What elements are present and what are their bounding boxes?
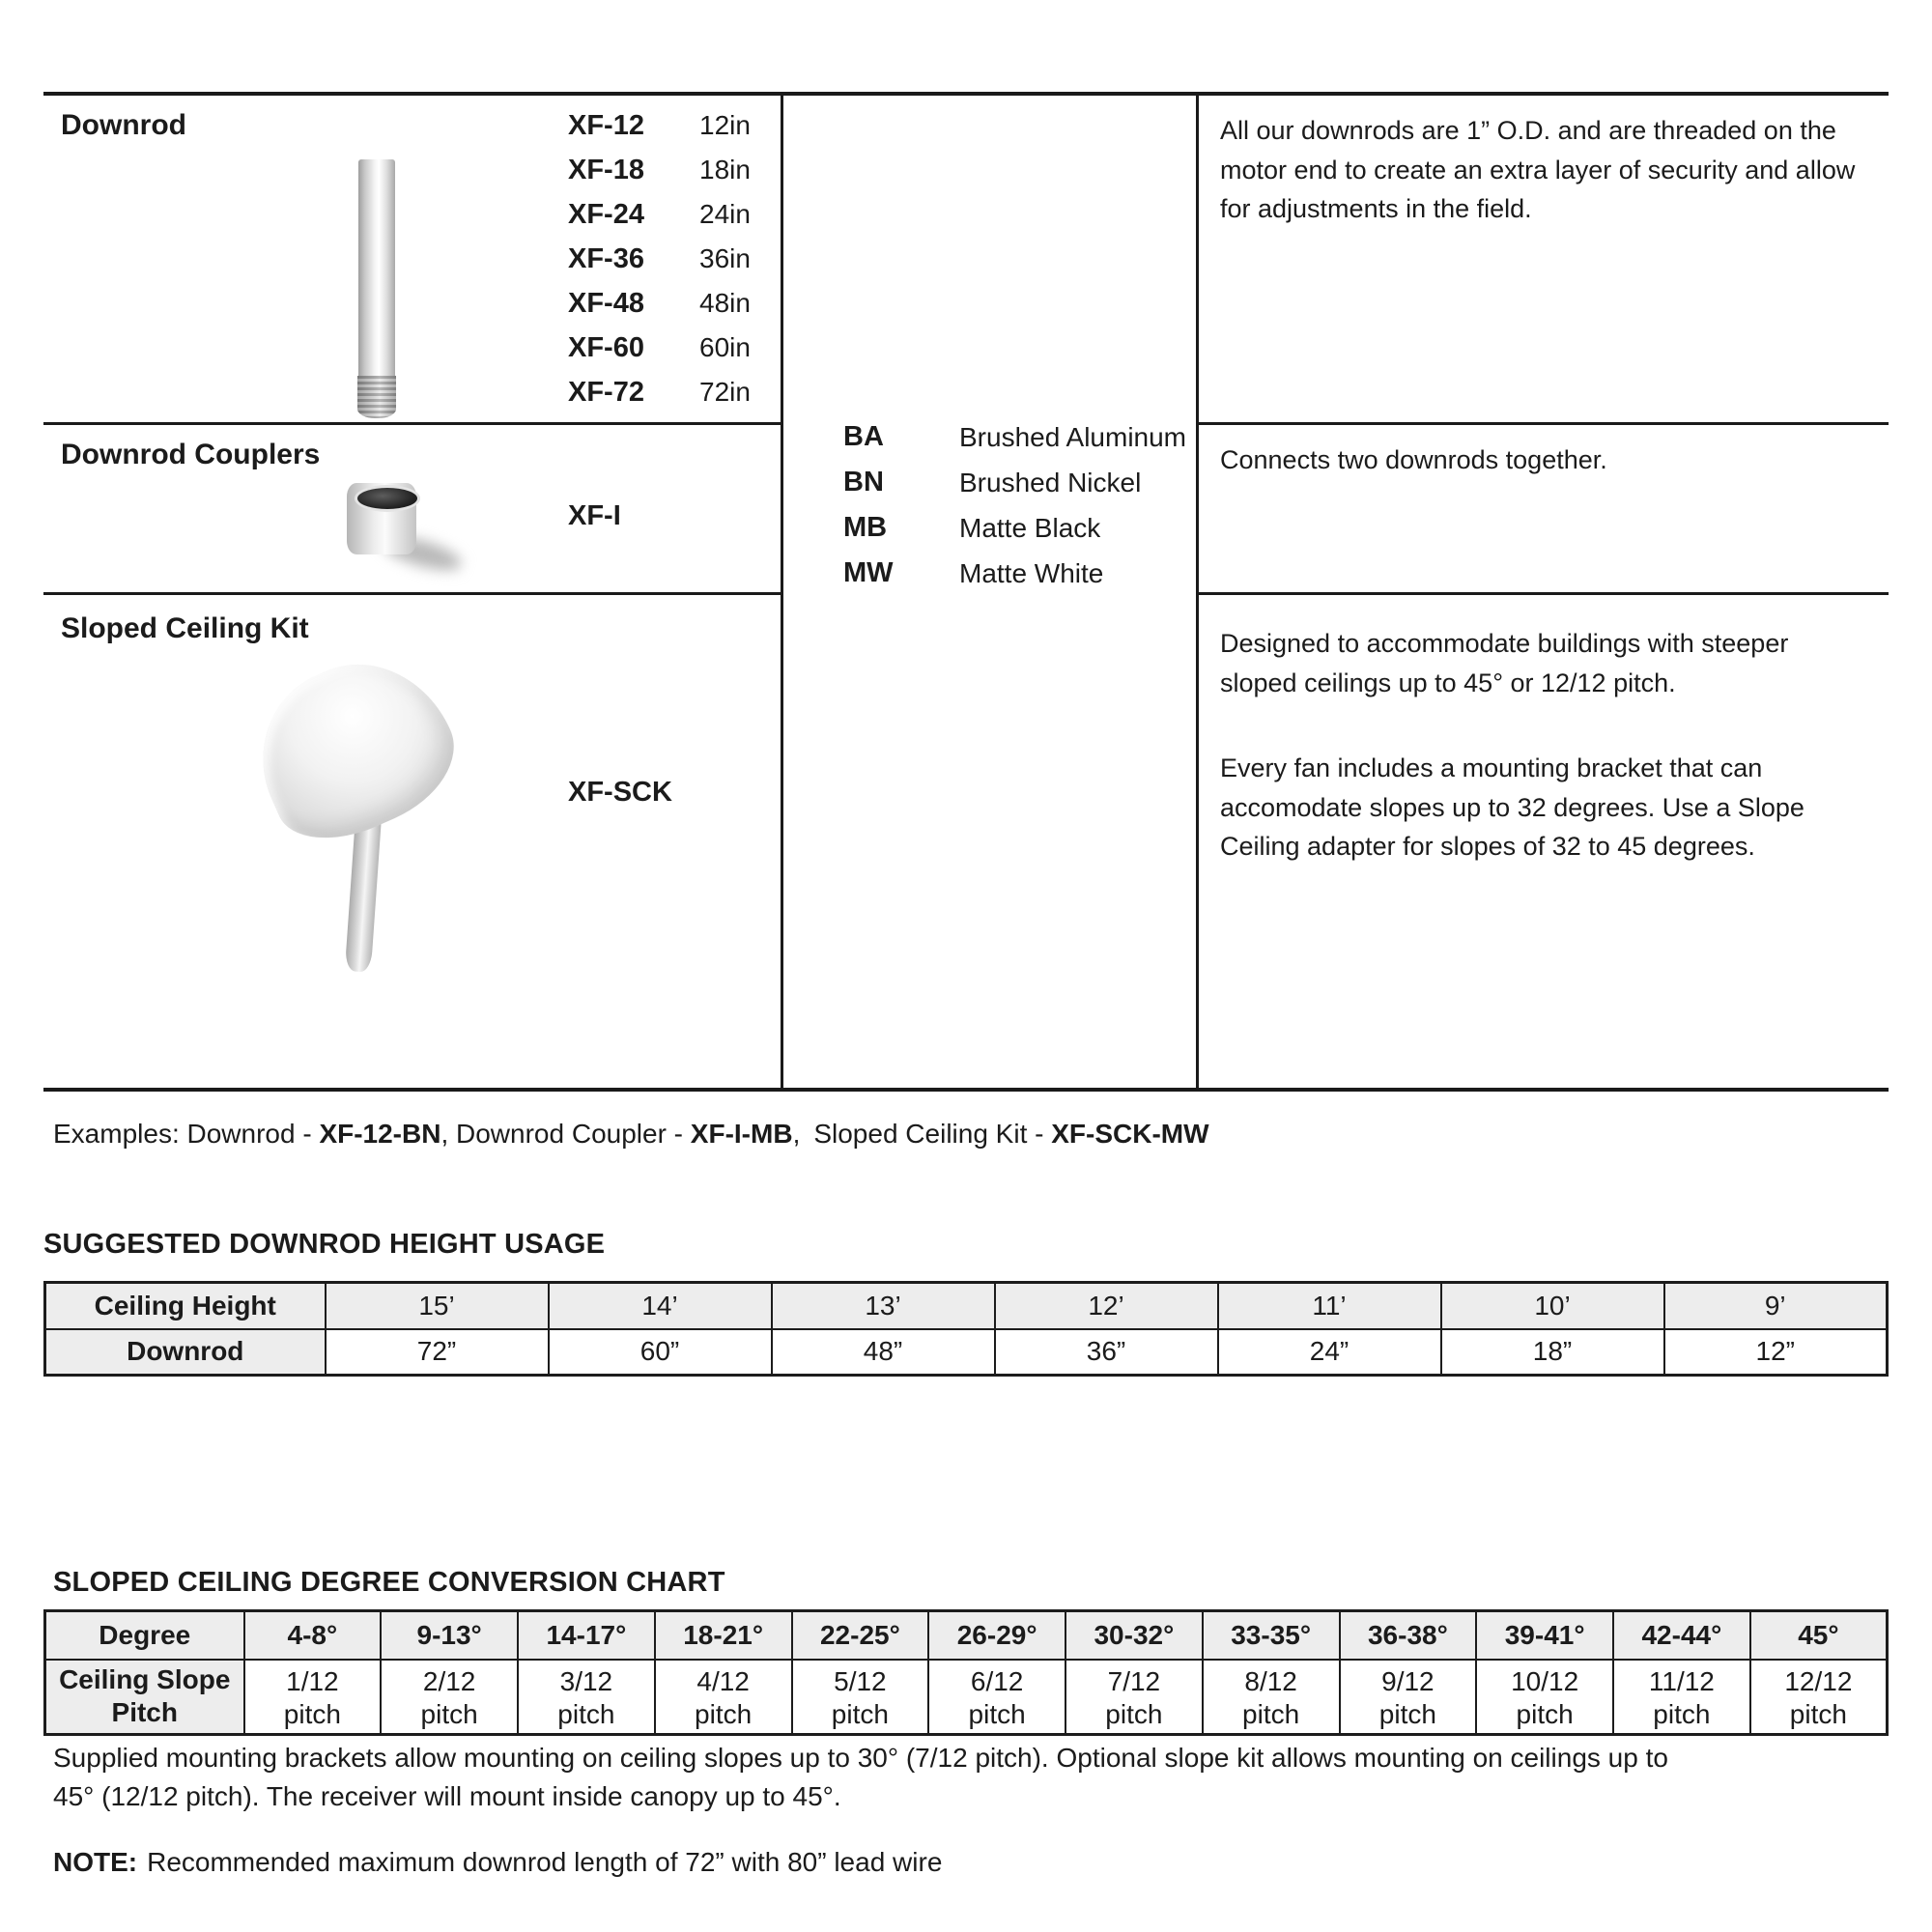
finish-row [843, 414, 1196, 460]
row-label: Downrod [45, 1329, 326, 1376]
finish-row [843, 460, 1196, 505]
examples-separator: , Sloped Ceiling Kit - [792, 1119, 1052, 1149]
downrod-length-cell: 18” [1441, 1329, 1664, 1376]
degree-cell: 9-13° [381, 1611, 518, 1660]
sloped-kit-model-code: XF-SCK [568, 777, 672, 808]
slope-mounting-note: Supplied mounting brackets allow mounting on ceiling slopes up to 30° (7/12 pitch). Optional slope kit allows mounting on ceilings up to 45° (12/12 pitch). The receiver will mount inside canopy up to 45°. [53, 1743, 1668, 1811]
model-code: XF-18 [568, 154, 644, 185]
note-text: Recommended maximum downrod length of 72” with 80” lead wire [147, 1847, 943, 1877]
pitch-unit: pitch [1516, 1699, 1574, 1730]
degree-cell: 26-29° [928, 1611, 1065, 1660]
example-kit-code: XF-SCK-MW [1051, 1119, 1209, 1149]
product-spec-table [43, 92, 1889, 1092]
sloped-kit-section [43, 595, 781, 1089]
sloped-kit-description-para1: Designed to accommodate buildings with steeper sloped ceilings up to 45° or 12/12 pitch. [1220, 629, 1789, 697]
degree-cell: 33-35° [1203, 1611, 1340, 1660]
degree-cell: 18-21° [655, 1611, 792, 1660]
coupler-title: Downrod Couplers [61, 439, 321, 470]
downrod-description-cell [1199, 96, 1889, 425]
coupler-section [43, 425, 781, 595]
pitch-row [45, 1660, 1888, 1735]
pitch-unit: pitch [1653, 1699, 1711, 1730]
model-row [568, 370, 751, 414]
downrod-section [43, 96, 781, 425]
coupler-description-cell [1199, 425, 1889, 595]
sloped-kit-description-cell [1199, 595, 1889, 1089]
height-usage-table [43, 1281, 1889, 1377]
max-downrod-note [53, 1847, 942, 1878]
downrod-description: All our downrods are 1” O.D. and are threaded on the motor end to create an extra layer of security and allow for adjustments in the field. [1220, 116, 1856, 223]
downrod-length-cell: 12” [1664, 1329, 1888, 1376]
finish-code: MB [843, 512, 888, 543]
row-label: Ceiling Height [45, 1283, 326, 1329]
ceiling-height-cell: 15’ [326, 1283, 549, 1329]
pitch-cell [1340, 1660, 1477, 1735]
example-downrod-code: XF-12-BN [319, 1119, 441, 1149]
example-coupler-code: XF-I-MB [690, 1119, 793, 1149]
pitch-fraction: 10/12 [1511, 1666, 1579, 1697]
finish-name: Matte Black [959, 512, 1101, 543]
pitch-unit: pitch [1378, 1699, 1436, 1730]
pitch-unit: pitch [968, 1699, 1026, 1730]
finish-code: BN [843, 467, 884, 497]
degree-cell: 42-44° [1613, 1611, 1750, 1660]
pitch-cell [1203, 1660, 1340, 1735]
model-row [568, 281, 751, 326]
ceiling-height-row [45, 1283, 1888, 1329]
model-code: XF-48 [568, 287, 644, 319]
pitch-cell [1065, 1660, 1203, 1735]
downrod-length-cell: 36” [995, 1329, 1218, 1376]
pitch-fraction: 7/12 [1107, 1666, 1161, 1697]
degree-cell: 4-8° [244, 1611, 382, 1660]
sloped-kit-image [256, 665, 469, 974]
finish-name: Matte White [959, 557, 1104, 588]
ceiling-height-cell: 9’ [1664, 1283, 1888, 1329]
degree-cell: 14-17° [518, 1611, 655, 1660]
model-row [568, 103, 751, 148]
finish-name: Brushed Nickel [959, 467, 1142, 497]
pitch-fraction: 6/12 [970, 1666, 1024, 1697]
model-code: XF-36 [568, 242, 644, 274]
downrod-length-cell: 72” [326, 1329, 549, 1376]
finish-list [843, 414, 1196, 596]
pitch-cell [1613, 1660, 1750, 1735]
pitch-unit: pitch [420, 1699, 478, 1730]
model-size: 60in [699, 332, 751, 362]
degree-chart-heading: SLOPED CEILING DEGREE CONVERSION CHART [53, 1567, 725, 1598]
pitch-fraction: 8/12 [1244, 1666, 1297, 1697]
row-label: Degree [45, 1611, 244, 1660]
sloped-kit-description-para2: Every fan includes a mounting bracket that can accomodate slopes up to 32 degrees. Use a Slope Ceiling adapter for slopes of 32 to 45 degrees. [1220, 753, 1804, 861]
degree-cell: 36-38° [1340, 1611, 1477, 1660]
coupler-image-opening [355, 485, 420, 512]
finish-name: Brushed Aluminum [959, 421, 1187, 452]
pitch-cell [381, 1660, 518, 1735]
coupler-description: Connects two downrods together. [1220, 445, 1607, 474]
descriptions-column [1199, 96, 1889, 1088]
pitch-cell [1476, 1660, 1613, 1735]
downrod-length-cell: 60” [549, 1329, 772, 1376]
model-size: 36in [699, 243, 751, 273]
model-row [568, 192, 751, 237]
height-usage-heading: SUGGESTED DOWNROD HEIGHT USAGE [43, 1229, 606, 1260]
model-row [568, 148, 751, 192]
pitch-fraction: 3/12 [559, 1666, 613, 1697]
pitch-unit: pitch [831, 1699, 889, 1730]
model-size: 24in [699, 199, 751, 229]
pitch-fraction: 5/12 [834, 1666, 887, 1697]
pitch-unit: pitch [283, 1699, 341, 1730]
note-label: NOTE: [53, 1847, 138, 1877]
products-column [43, 96, 781, 1088]
coupler-model-code: XF-I [568, 500, 621, 531]
degree-cell: 30-32° [1065, 1611, 1203, 1660]
pitch-cell [244, 1660, 382, 1735]
model-code: XF-72 [568, 376, 644, 408]
ceiling-height-cell: 10’ [1441, 1283, 1664, 1329]
ceiling-height-cell: 13’ [772, 1283, 995, 1329]
downrod-image [357, 159, 396, 422]
downrod-image-body [358, 159, 395, 376]
degree-cell: 45° [1750, 1611, 1888, 1660]
pitch-fraction: 2/12 [422, 1666, 476, 1697]
downrod-length-cell: 24” [1218, 1329, 1441, 1376]
pitch-fraction: 11/12 [1648, 1666, 1715, 1697]
pitch-cell [655, 1660, 792, 1735]
pitch-fraction: 1/12 [286, 1666, 339, 1697]
degree-cell: 22-25° [792, 1611, 929, 1660]
model-size: 48in [699, 288, 751, 318]
model-code: XF-60 [568, 331, 644, 363]
downrod-model-list [568, 103, 751, 414]
finish-code: MW [843, 557, 894, 588]
pitch-unit: pitch [557, 1699, 615, 1730]
pitch-cell [928, 1660, 1065, 1735]
downrod-length-row [45, 1329, 1888, 1376]
downrod-title: Downrod [61, 109, 186, 141]
pitch-fraction: 4/12 [696, 1666, 750, 1697]
downrod-image-threaded-tip [357, 376, 396, 418]
ceiling-height-cell: 14’ [549, 1283, 772, 1329]
row-label: Ceiling Slope Pitch [45, 1660, 244, 1735]
finish-row [843, 551, 1196, 596]
pitch-cell [518, 1660, 655, 1735]
finish-row [843, 505, 1196, 551]
model-size: 72in [699, 377, 751, 407]
coupler-image-body [347, 483, 416, 554]
model-size: 18in [699, 155, 751, 185]
model-code: XF-12 [568, 109, 644, 141]
degree-row [45, 1611, 1888, 1660]
ceiling-height-cell: 12’ [995, 1283, 1218, 1329]
degree-cell: 39-41° [1476, 1611, 1613, 1660]
sloped-kit-title: Sloped Ceiling Kit [61, 612, 309, 644]
pitch-unit: pitch [695, 1699, 753, 1730]
pitch-fraction: 12/12 [1784, 1666, 1853, 1697]
pitch-unit: pitch [1105, 1699, 1163, 1730]
pitch-cell [1750, 1660, 1888, 1735]
downrod-length-cell: 48” [772, 1329, 995, 1376]
model-size: 12in [699, 110, 751, 140]
pitch-unit: pitch [1789, 1699, 1847, 1730]
ordering-examples-line [53, 1119, 1209, 1150]
pitch-cell [792, 1660, 929, 1735]
pitch-unit: pitch [1242, 1699, 1300, 1730]
coupler-image [341, 468, 467, 574]
model-row [568, 326, 751, 370]
examples-separator: , Downrod Coupler - [440, 1119, 691, 1149]
sloped-kit-image-canopy [233, 635, 473, 861]
examples-prefix: Examples: Downrod - [53, 1119, 320, 1149]
pitch-fraction: 9/12 [1381, 1666, 1435, 1697]
degree-conversion-table [43, 1609, 1889, 1736]
finishes-column [783, 96, 1196, 1088]
finish-code: BA [843, 421, 884, 452]
model-code: XF-24 [568, 198, 644, 230]
model-row [568, 237, 751, 281]
ceiling-height-cell: 11’ [1218, 1283, 1441, 1329]
